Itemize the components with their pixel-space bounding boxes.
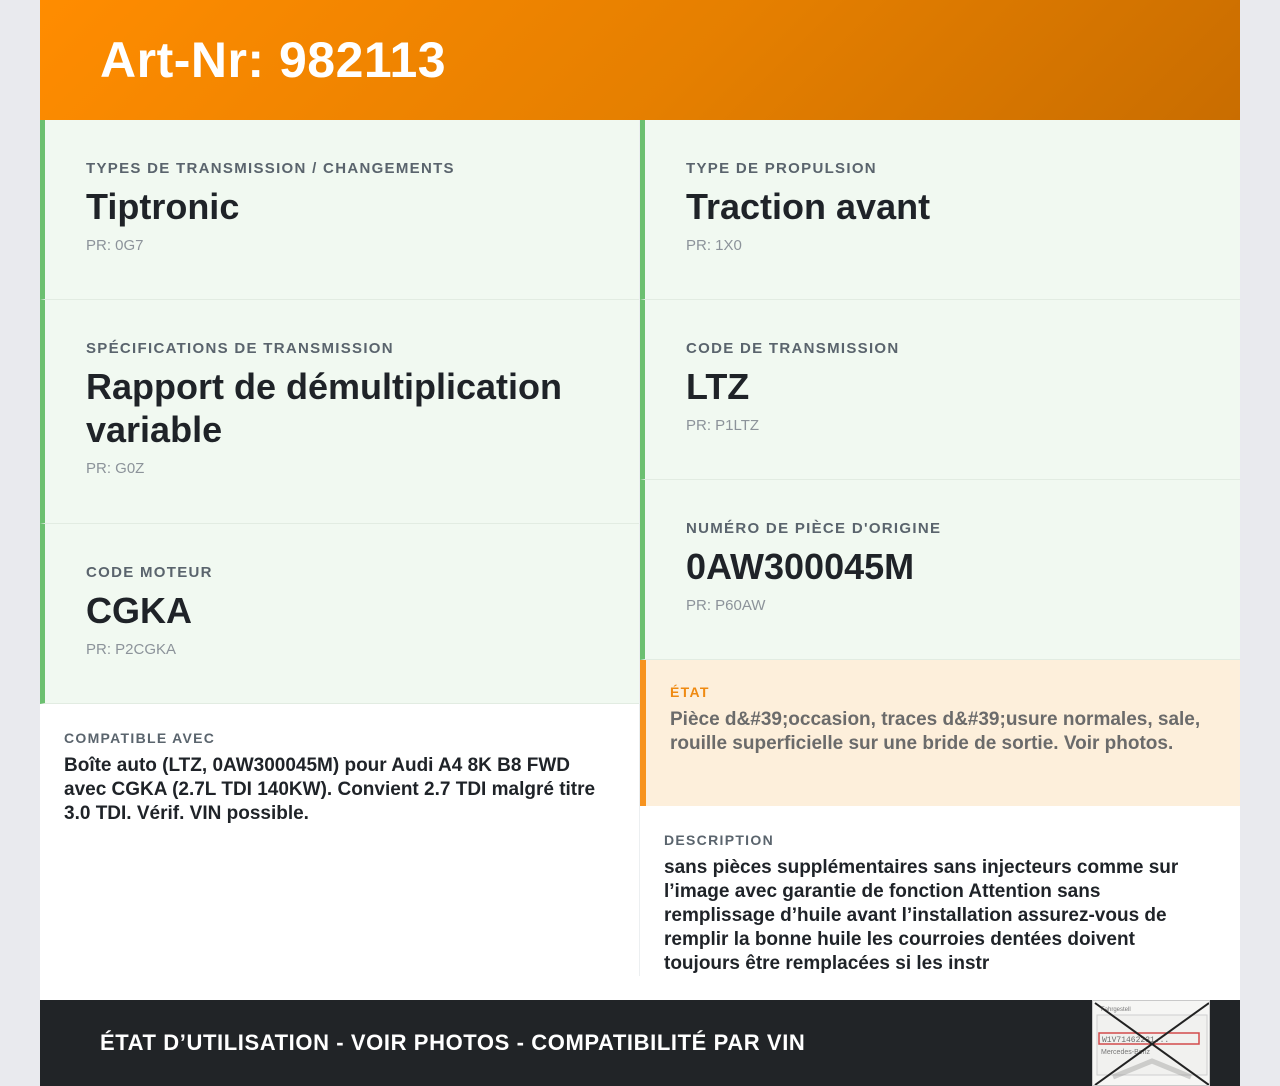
spec-card-engine-code [40, 524, 639, 704]
spec-pr-code: PR: P60AW [686, 597, 766, 614]
vin-plate-thumbnail [1092, 1000, 1210, 1086]
footer-text: ÉTAT D’UTILISATION - VOIR PHOTOS - COMPATIBILITÉ PAR VIN [100, 1030, 806, 1055]
spec-label: CODE DE TRANSMISSION [686, 340, 900, 357]
spec-pr-code: PR: G0Z [86, 460, 145, 477]
spec-pr-code: PR: 0G7 [86, 237, 144, 254]
page [40, 0, 1240, 1086]
stamp-line-3: Mercedes-Benz [1101, 1049, 1151, 1056]
description-section [640, 806, 1240, 976]
spec-pr-code: PR: P1LTZ [686, 417, 760, 434]
spec-value: CGKA [86, 590, 192, 631]
spec-card-transmission-specs [40, 300, 639, 524]
condition-text: Pièce d&#39;occasion, traces d&#39;usure normales, sale, rouille superficielle sur une bride de sortie. Voir photos. [670, 709, 1201, 754]
spec-label: CODE MOTEUR [86, 564, 213, 581]
article-number-title: Art-Nr: 982113 [100, 32, 447, 88]
spec-card-propulsion-type [640, 120, 1240, 300]
compatible-text: Boîte auto (LTZ, 0AW300045M) pour Audi A4 8K B8 FWD avec CGKA (2.7L TDI 140KW). Convient 2.7 TDI malgré titre 3.0 TDI. Vérif. VIN possible. [64, 755, 596, 824]
spec-value: 0AW300045M [686, 546, 915, 587]
spec-label: SPÉCIFICATIONS DE TRANSMISSION [86, 340, 394, 357]
right-column [640, 120, 1240, 976]
header-banner [40, 0, 1240, 120]
stamp-line-2: W1V71462231... [1102, 1036, 1170, 1045]
spec-value: Rapport de démultiplication variable [86, 366, 563, 450]
spec-card-transmission-code [640, 300, 1240, 480]
stamp-line-1: Fahrgestell [1101, 1007, 1131, 1013]
footer-banner [40, 1000, 1240, 1086]
vin-plate-image [1093, 1001, 1210, 1086]
condition-section [640, 660, 1240, 806]
spec-card-oem-part-number [640, 480, 1240, 660]
description-text: sans pièces supplémentaires sans injecteurs comme sur l’image avec garantie de fonction Attention sans remplissage d’huile avant l’installation assurez-vous de remplir la bonne huile les courroies dentées doivent toujours être remplacées si les instr [664, 857, 1179, 974]
spec-label: TYPES DE TRANSMISSION / CHANGEMENTS [86, 160, 455, 177]
spec-columns [40, 120, 1240, 976]
left-column [40, 120, 640, 976]
spec-value: LTZ [686, 366, 750, 407]
compatible-section [40, 704, 639, 826]
description-label: DESCRIPTION [664, 832, 774, 848]
spec-label: TYPE DE PROPULSION [686, 160, 877, 177]
spec-value: Tiptronic [86, 186, 240, 227]
spec-pr-code: PR: P2CGKA [86, 641, 177, 658]
spec-label: NUMÉRO DE PIÈCE D'ORIGINE [686, 520, 942, 537]
spec-value: Traction avant [686, 186, 931, 227]
spec-pr-code: PR: 1X0 [686, 237, 742, 254]
spec-card-transmission-type [40, 120, 639, 300]
condition-label: ÉTAT [670, 684, 710, 700]
compatible-label: COMPATIBLE AVEC [64, 730, 216, 746]
